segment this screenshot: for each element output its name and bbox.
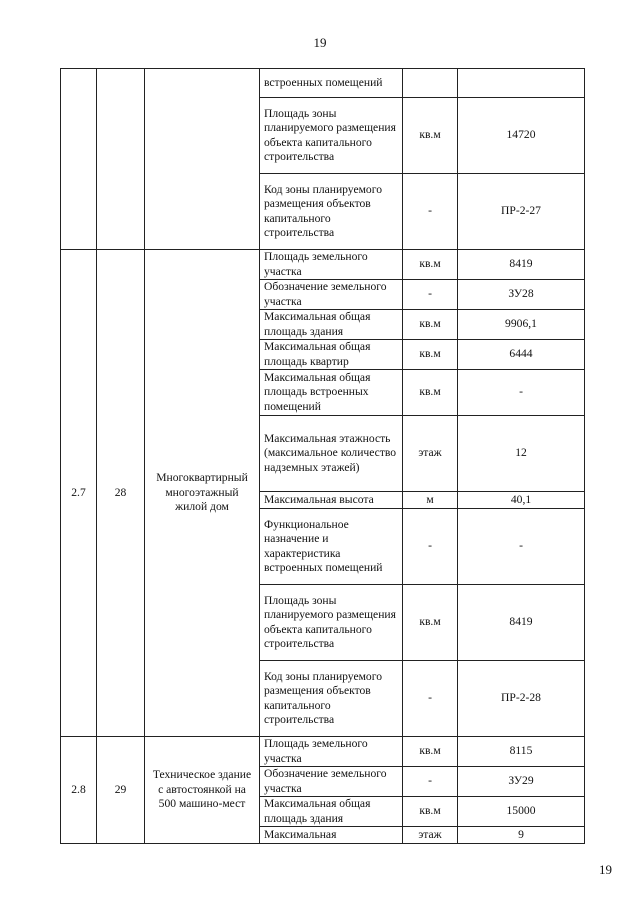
- object-id-cell: [97, 69, 145, 250]
- unit-cell: -: [403, 509, 458, 585]
- parameter-cell: Максимальная высота: [260, 492, 403, 509]
- parameter-cell: Максимальная этажность (максимальное количество надземных этажей): [260, 416, 403, 492]
- parameters-table: [60, 68, 585, 844]
- parameter-cell: Обозначение земельного участка: [260, 280, 403, 310]
- table-row: [61, 250, 585, 280]
- value-cell: 9: [458, 827, 585, 844]
- value-cell: 14720: [458, 98, 585, 174]
- row-number-cell: 2.7: [61, 250, 97, 737]
- object-id-cell: 29: [97, 737, 145, 844]
- unit-cell: кв.м: [403, 585, 458, 661]
- value-cell: ЗУ29: [458, 767, 585, 797]
- parameter-cell: Площадь зоны планируемого размещения объекта капитального строительства: [260, 585, 403, 661]
- unit-cell: кв.м: [403, 340, 458, 370]
- parameter-cell: Обозначение земельного участка: [260, 767, 403, 797]
- parameter-cell: Максимальная общая площадь здания: [260, 797, 403, 827]
- object-name-cell: Многоквартирный многоэтажный жилой дом: [145, 250, 260, 737]
- value-cell: 6444: [458, 340, 585, 370]
- unit-cell: [403, 69, 458, 98]
- value-cell: -: [458, 509, 585, 585]
- page-number-top: 19: [313, 35, 327, 50]
- value-cell: ПР-2-27: [458, 174, 585, 250]
- parameter-cell: Максимальная: [260, 827, 403, 844]
- unit-cell: кв.м: [403, 370, 458, 416]
- value-cell: 12: [458, 416, 585, 492]
- unit-cell: -: [403, 280, 458, 310]
- unit-cell: кв.м: [403, 310, 458, 340]
- row-number-cell: [61, 69, 97, 250]
- value-cell: [458, 69, 585, 98]
- unit-cell: кв.м: [403, 737, 458, 767]
- parameter-cell: Площадь зоны планируемого размещения объекта капитального строительства: [260, 98, 403, 174]
- row-number-cell: 2.8: [61, 737, 97, 844]
- value-cell: -: [458, 370, 585, 416]
- parameter-cell: Площадь земельного участка: [260, 737, 403, 767]
- value-cell: 15000: [458, 797, 585, 827]
- unit-cell: этаж: [403, 416, 458, 492]
- unit-cell: кв.м: [403, 797, 458, 827]
- unit-cell: кв.м: [403, 98, 458, 174]
- parameter-cell: встроенных помещений: [260, 69, 403, 98]
- unit-cell: -: [403, 767, 458, 797]
- value-cell: ЗУ28: [458, 280, 585, 310]
- parameter-cell: Код зоны планируемого размещения объектов капитального строительства: [260, 174, 403, 250]
- value-cell: 8115: [458, 737, 585, 767]
- value-cell: 40,1: [458, 492, 585, 509]
- unit-cell: этаж: [403, 827, 458, 844]
- unit-cell: м: [403, 492, 458, 509]
- value-cell: ПР-2-28: [458, 661, 585, 737]
- object-name-cell: [145, 69, 260, 250]
- parameter-cell: Максимальная общая площадь встроенных помещений: [260, 370, 403, 416]
- unit-cell: кв.м: [403, 250, 458, 280]
- unit-cell: -: [403, 661, 458, 737]
- object-name-cell: Техническое здание с автостоянкой на 500 машино-мест: [145, 737, 260, 844]
- parameter-cell: Площадь земельного участка: [260, 250, 403, 280]
- value-cell: 8419: [458, 250, 585, 280]
- object-id-cell: 28: [97, 250, 145, 737]
- value-cell: 9906,1: [458, 310, 585, 340]
- page-number-bottom: 19: [599, 862, 612, 877]
- parameter-cell: Код зоны планируемого размещения объектов капитального строительства: [260, 661, 403, 737]
- table-row: [61, 737, 585, 767]
- table-row: [61, 69, 585, 98]
- parameter-cell: Максимальная общая площадь квартир: [260, 340, 403, 370]
- value-cell: 8419: [458, 585, 585, 661]
- unit-cell: -: [403, 174, 458, 250]
- parameter-cell: Максимальная общая площадь здания: [260, 310, 403, 340]
- parameter-cell: Функциональное назначение и характеристика встроенных помещений: [260, 509, 403, 585]
